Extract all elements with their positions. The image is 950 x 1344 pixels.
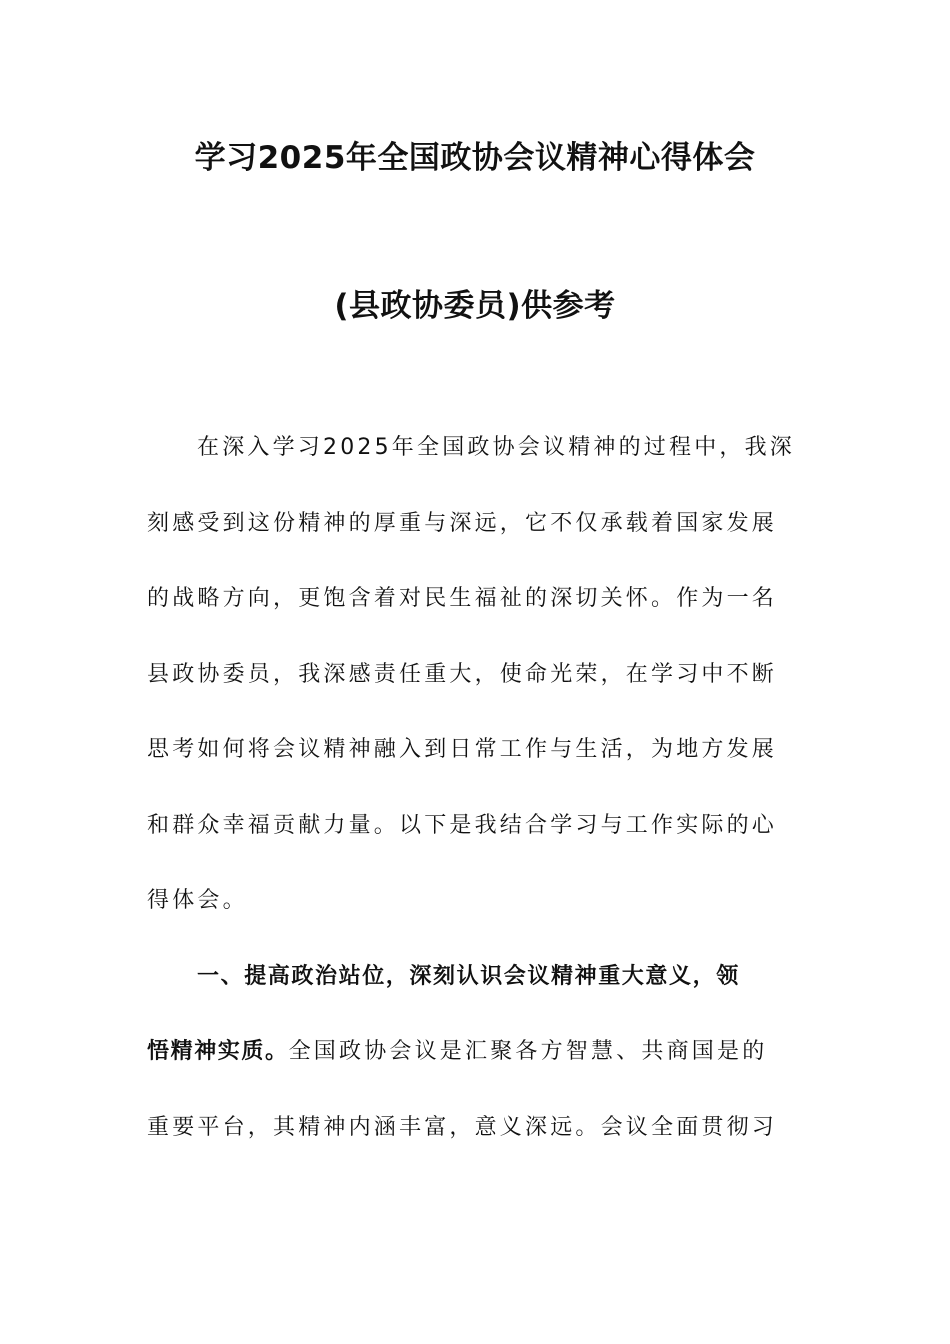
paragraph-1-line-6: 和群众幸福贡献力量。以下是我结合学习与工作实际的心 [147, 812, 778, 838]
document-title-line-1: 学习2025年全国政协会议精神心得体会 [194, 140, 756, 176]
section-1-heading: 一、提高政治站位，深刻认识会议精神重大意义，领 [197, 963, 740, 989]
section-1-line-2 [147, 1032, 807, 1108]
section-1-heading-continued: 悟精神实质。 [147, 1039, 289, 1064]
paragraph-1-line-7: 得体会。 [147, 888, 248, 913]
paragraph-1-line-2: 刻感受到这份精神的厚重与深远，它不仅承载着国家发展 [147, 510, 778, 536]
document-body [147, 428, 807, 1183]
document-title-line-2: (县政协委员)供参考 [334, 288, 616, 324]
paragraph-1-line-4: 县政协委员，我深感责任重大，使命光荣，在学习中不断 [147, 661, 778, 687]
section-1-line-3: 重要平台，其精神内涵丰富，意义深远。会议全面贯彻习 [147, 1114, 778, 1140]
section-1-text: 全国政协会议是汇聚各方智慧、共商国是的 [288, 1039, 768, 1064]
paragraph-1-line-1: 在深入学习2025年全国政协会议精神的过程中，我深 [197, 435, 795, 460]
paragraph-1-line-3: 的战略方向，更饱含着对民生福祉的深切关怀。作为一名 [147, 586, 778, 611]
paragraph-1-line-5: 思考如何将会议精神融入到日常工作与生活，为地方发展 [147, 737, 778, 762]
